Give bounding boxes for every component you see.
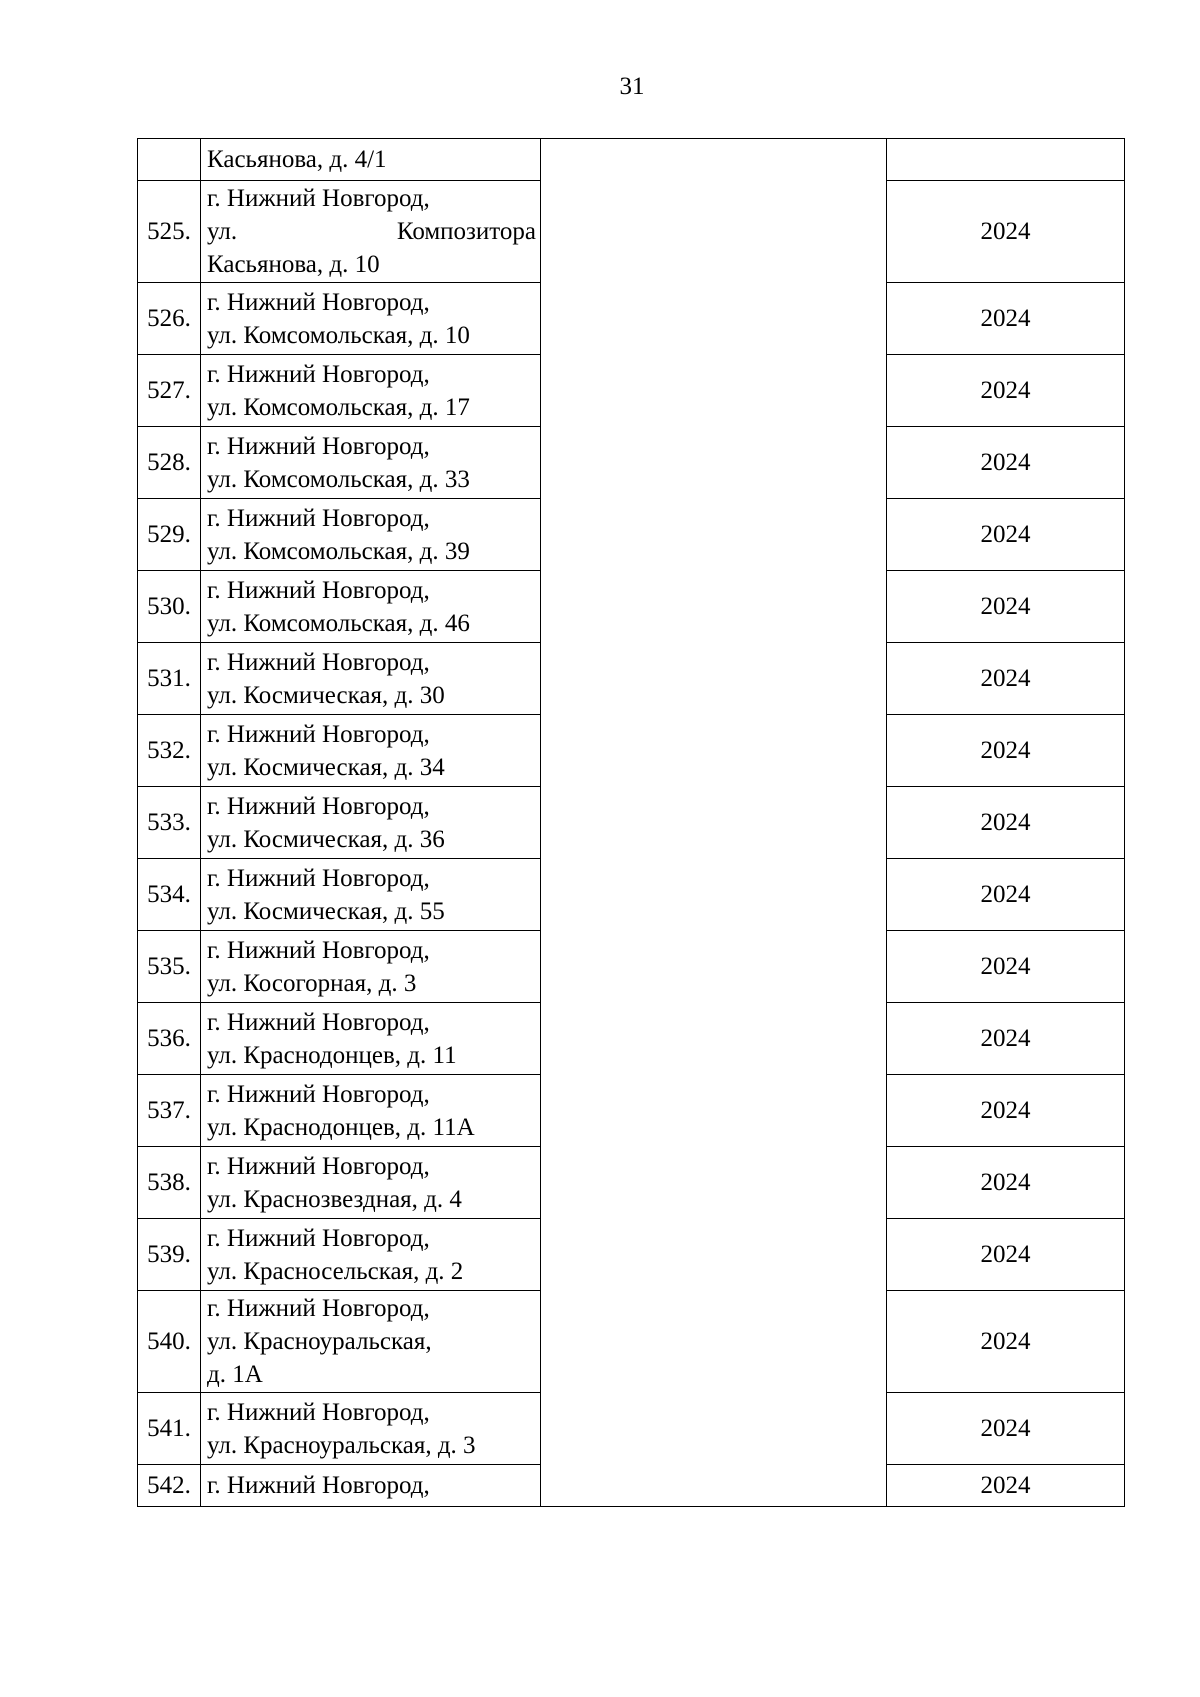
row-number: 539. bbox=[138, 1219, 201, 1291]
address-line: ул. Красноуральская, bbox=[207, 1328, 432, 1355]
address-line: г. Нижний Новгород, bbox=[207, 576, 430, 604]
address-cell bbox=[201, 427, 541, 499]
address-text bbox=[207, 358, 536, 424]
merged-empty-column bbox=[541, 139, 887, 1507]
address-word: Композитора bbox=[396, 218, 536, 245]
year-cell: 2024 bbox=[887, 181, 1125, 283]
address-word: ул. bbox=[207, 218, 238, 245]
address-cell bbox=[201, 1147, 541, 1219]
row-number: 535. bbox=[138, 931, 201, 1003]
address-line: г. Нижний Новгород, bbox=[207, 1295, 430, 1322]
row-number: 533. bbox=[138, 787, 201, 859]
address-line: г. Нижний Новгород, bbox=[207, 1398, 430, 1426]
year-cell: 2024 bbox=[887, 1219, 1125, 1291]
address-text bbox=[207, 430, 536, 496]
page-number: 31 bbox=[619, 73, 645, 100]
address-cell bbox=[201, 1393, 541, 1465]
address-line: ул. Космическая, д. 36 bbox=[207, 825, 445, 853]
year-cell: 2024 bbox=[887, 715, 1125, 787]
address-table-body bbox=[138, 139, 1125, 1507]
year-cell: 2024 bbox=[887, 787, 1125, 859]
row-number: 528. bbox=[138, 427, 201, 499]
year-cell bbox=[887, 139, 1125, 181]
address-text bbox=[207, 182, 536, 281]
address-line: г. Нижний Новгород, bbox=[207, 1080, 430, 1108]
address-line: ул. Косогорная, д. 3 bbox=[207, 969, 417, 997]
address-line: г. Нижний Новгород, bbox=[207, 1008, 430, 1036]
address-text bbox=[207, 934, 536, 1000]
row-number: 527. bbox=[138, 355, 201, 427]
year-cell: 2024 bbox=[887, 571, 1125, 643]
address-line: ул. Краснозвездная, д. 4 bbox=[207, 1185, 462, 1213]
year-cell: 2024 bbox=[887, 643, 1125, 715]
address-text bbox=[207, 1222, 536, 1288]
address-text bbox=[207, 1292, 536, 1391]
address-cell bbox=[201, 139, 541, 181]
address-text bbox=[207, 286, 536, 352]
address-text bbox=[207, 1078, 536, 1144]
address-cell bbox=[201, 355, 541, 427]
year-cell: 2024 bbox=[887, 859, 1125, 931]
address-text bbox=[207, 718, 536, 784]
address-line: Касьянова, д. 4/1 bbox=[207, 146, 387, 173]
address-cell bbox=[201, 1291, 541, 1393]
year-cell: 2024 bbox=[887, 283, 1125, 355]
address-line: г. Нижний Новгород, bbox=[207, 185, 430, 212]
address-line: г. Нижний Новгород, bbox=[207, 1224, 430, 1252]
address-line: г. Нижний Новгород, bbox=[207, 936, 430, 964]
address-line: г. Нижний Новгород, bbox=[207, 648, 430, 676]
year-cell: 2024 bbox=[887, 931, 1125, 1003]
row-number: 540. bbox=[138, 1291, 201, 1393]
row-number: 525. bbox=[138, 181, 201, 283]
address-line: ул. Космическая, д. 34 bbox=[207, 753, 445, 781]
address-text bbox=[207, 502, 536, 568]
row-number bbox=[138, 139, 201, 181]
address-line: ул. Комсомольская, д. 39 bbox=[207, 537, 470, 565]
address-text bbox=[207, 1469, 536, 1502]
address-cell bbox=[201, 787, 541, 859]
year-cell: 2024 bbox=[887, 1003, 1125, 1075]
address-line: ул. Космическая, д. 55 bbox=[207, 897, 445, 925]
year-cell: 2024 bbox=[887, 355, 1125, 427]
row-number: 531. bbox=[138, 643, 201, 715]
year-cell: 2024 bbox=[887, 1465, 1125, 1507]
address-line: г. Нижний Новгород, bbox=[207, 288, 430, 316]
address-cell bbox=[201, 1465, 541, 1507]
address-text bbox=[207, 1396, 536, 1462]
address-cell bbox=[201, 931, 541, 1003]
year-cell: 2024 bbox=[887, 1075, 1125, 1147]
table-row bbox=[138, 139, 1125, 181]
address-line: ул. Комсомольская, д. 33 bbox=[207, 465, 470, 493]
address-line: Касьянова, д. 10 bbox=[207, 251, 380, 278]
address-line: ул. Комсомольская, д. 46 bbox=[207, 609, 470, 637]
address-line: ул. Краснодонцев, д. 11 bbox=[207, 1041, 457, 1069]
address-cell bbox=[201, 715, 541, 787]
year-cell: 2024 bbox=[887, 499, 1125, 571]
address-line: ул. Комсомольская, д. 17 bbox=[207, 393, 470, 421]
address-line: ул. Космическая, д. 30 bbox=[207, 681, 445, 709]
year-cell: 2024 bbox=[887, 1393, 1125, 1465]
address-cell bbox=[201, 283, 541, 355]
row-number: 537. bbox=[138, 1075, 201, 1147]
year-cell: 2024 bbox=[887, 427, 1125, 499]
address-cell bbox=[201, 1075, 541, 1147]
address-line: ул. Красносельская, д. 2 bbox=[207, 1257, 464, 1285]
address-line: г. Нижний Новгород, bbox=[207, 864, 430, 892]
row-number: 541. bbox=[138, 1393, 201, 1465]
row-number: 526. bbox=[138, 283, 201, 355]
address-line: д. 1А bbox=[207, 1361, 263, 1388]
address-cell bbox=[201, 859, 541, 931]
address-cell bbox=[201, 499, 541, 571]
address-line: г. Нижний Новгород, bbox=[207, 1152, 430, 1180]
address-cell bbox=[201, 1219, 541, 1291]
year-cell: 2024 bbox=[887, 1147, 1125, 1219]
address-table bbox=[137, 138, 1125, 1507]
row-number: 530. bbox=[138, 571, 201, 643]
row-number: 529. bbox=[138, 499, 201, 571]
row-number: 538. bbox=[138, 1147, 201, 1219]
row-number: 542. bbox=[138, 1465, 201, 1507]
address-cell bbox=[201, 181, 541, 283]
address-line: г. Нижний Новгород, bbox=[207, 720, 430, 748]
address-text bbox=[207, 862, 536, 928]
address-line: г. Нижний Новгород, bbox=[207, 432, 430, 460]
row-number: 534. bbox=[138, 859, 201, 931]
address-text bbox=[207, 790, 536, 856]
address-line bbox=[207, 215, 536, 248]
address-text bbox=[207, 1006, 536, 1072]
address-line: ул. Красноуральская, д. 3 bbox=[207, 1431, 476, 1459]
address-text bbox=[207, 574, 536, 640]
row-number: 532. bbox=[138, 715, 201, 787]
year-cell: 2024 bbox=[887, 1291, 1125, 1393]
address-line: г. Нижний Новгород, bbox=[207, 792, 430, 820]
address-text bbox=[207, 646, 536, 712]
address-line: ул. Комсомольская, д. 10 bbox=[207, 321, 470, 349]
address-text bbox=[207, 143, 536, 176]
address-cell bbox=[201, 643, 541, 715]
address-text bbox=[207, 1150, 536, 1216]
address-line: ул. Краснодонцев, д. 11А bbox=[207, 1113, 475, 1141]
row-number: 536. bbox=[138, 1003, 201, 1075]
address-cell bbox=[201, 1003, 541, 1075]
address-cell bbox=[201, 571, 541, 643]
address-line: г. Нижний Новгород, bbox=[207, 360, 430, 388]
address-line: г. Нижний Новгород, bbox=[207, 504, 430, 532]
address-line: г. Нижний Новгород, bbox=[207, 1472, 430, 1499]
